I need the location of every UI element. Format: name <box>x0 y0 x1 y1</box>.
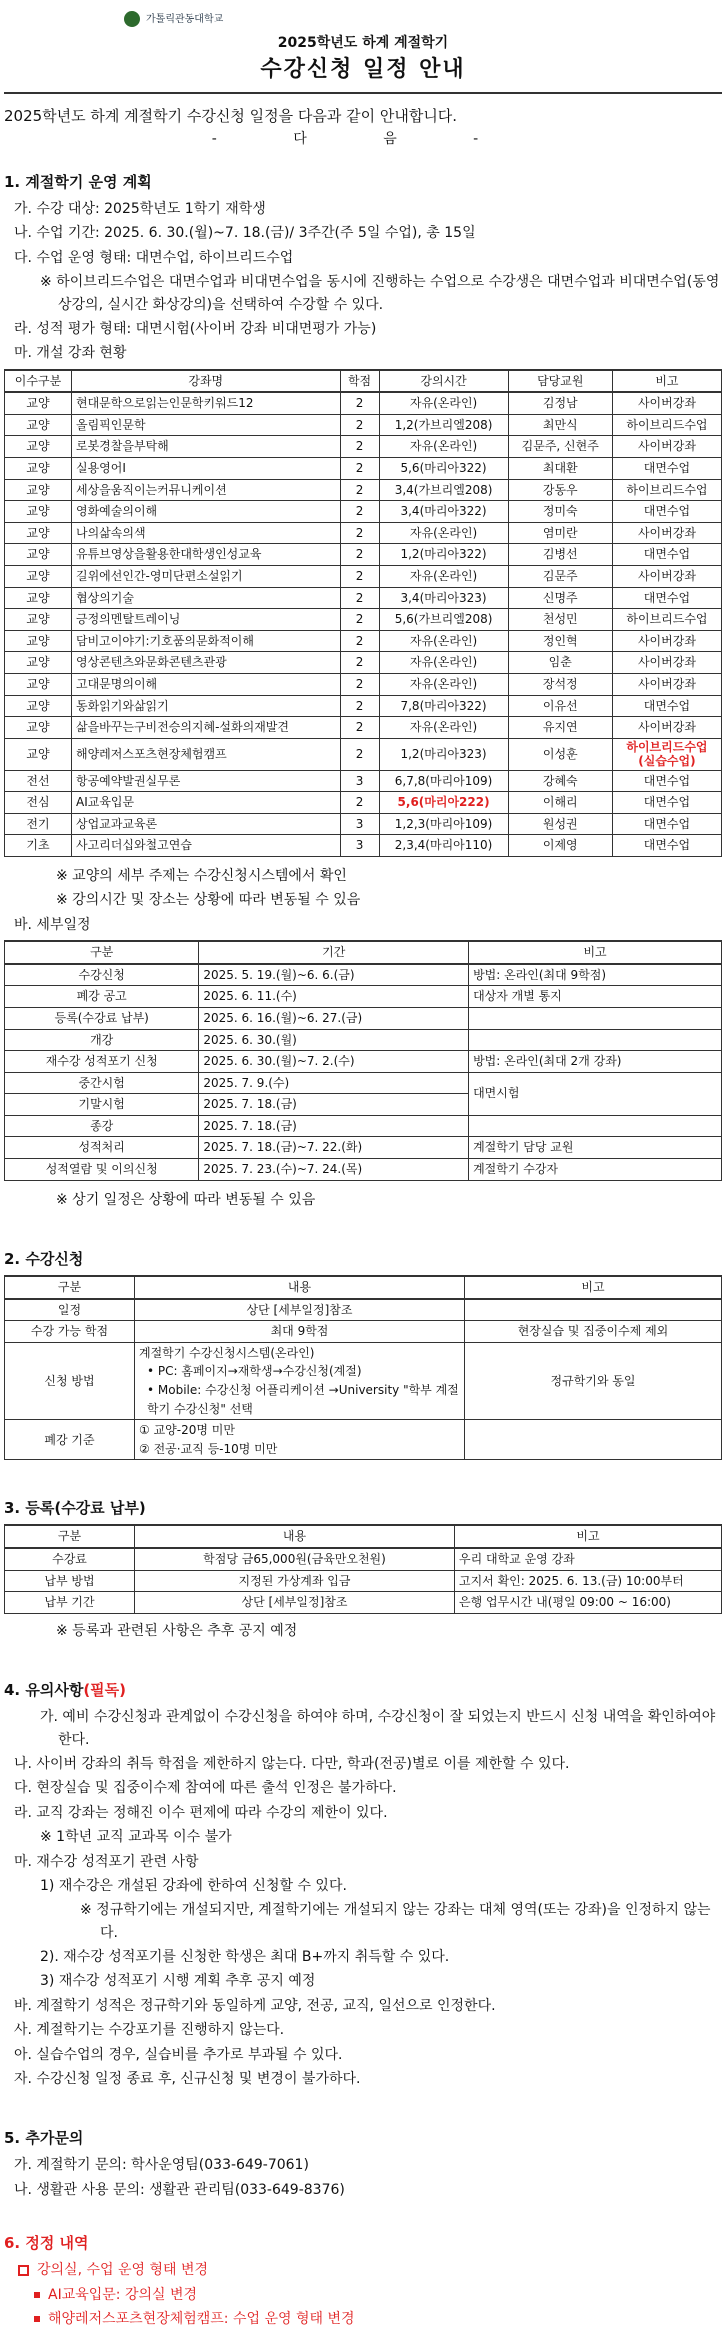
table-row <box>5 1029 722 1051</box>
table-header: 강의시간 <box>379 370 508 393</box>
table-cell: 대면수업 <box>612 458 721 480</box>
emblem-icon <box>124 11 140 27</box>
s1-ma: 마. 개설 강좌 현황 <box>14 345 127 362</box>
s4-aa: 아. 실습수업의 경우, 실습비를 추가로 부과될 수 있다. <box>14 2046 343 2063</box>
table-cell: 계절학기 수강자 <box>469 1159 722 1181</box>
title-divider <box>4 92 722 94</box>
table-cell: 성적처리 <box>5 1137 199 1159</box>
s1-note3: ※ 강의시간 및 장소는 상황에 따라 변동될 수 있음 <box>56 892 361 909</box>
table-cell: 올림픽인문학 <box>71 414 340 436</box>
table-cell: 기초 <box>5 835 72 857</box>
table-row <box>5 1072 722 1094</box>
courses-header-row <box>5 370 722 393</box>
table-cell: 2 <box>340 436 379 458</box>
table-cell: 2 <box>340 695 379 717</box>
table-cell: 2 <box>340 458 379 480</box>
table-cell: 수강신청 <box>5 964 199 986</box>
table-cell: 사이버강좌 <box>612 436 721 458</box>
table-row <box>5 1007 722 1029</box>
table-cell: 하이브리드수업 <box>612 479 721 501</box>
table-row <box>5 479 722 501</box>
table-cell: 2 <box>340 566 379 588</box>
table-cell: 3,4(마리아322) <box>379 501 508 523</box>
table-cell: 이유선 <box>508 695 612 717</box>
table-cell: 로봇경찰을부탁해 <box>71 436 340 458</box>
table-cell: 교양 <box>5 458 72 480</box>
table-row <box>5 392 722 414</box>
table-cell: 유튜브영상을활용한대학생인성교육 <box>71 544 340 566</box>
table-cell: 고지서 확인: 2025. 6. 13.(금) 10:00부터 <box>455 1570 722 1592</box>
s4-ma-3: 3) 재수강 성적포기 시행 계획 추후 공지 예정 <box>40 1973 316 1990</box>
s4-ma-1: 1) 재수강은 개설된 강좌에 한하여 신청할 수 있다. <box>40 1877 347 1894</box>
table-cell: 교양 <box>5 695 72 717</box>
table-row <box>5 458 722 480</box>
table-cell: 실용영어I <box>71 458 340 480</box>
table-cell: 최대환 <box>508 458 612 480</box>
s4-da: 다. 현장실습 및 집중이수제 참여에 따른 출석 인정은 불가하다. <box>14 1780 397 1797</box>
table-cell: 항공예약발권실무론 <box>71 770 340 792</box>
table-cell <box>469 1029 722 1051</box>
table-cell: 전심 <box>5 792 72 814</box>
table-cell: 방법: 온라인(최대 2개 강좌) <box>469 1051 722 1073</box>
table-cell: 대면수업 <box>612 835 721 857</box>
table-cell <box>469 1007 722 1029</box>
s4-sa: 사. 계절학기는 수강포기를 진행하지 않는다. <box>14 2022 285 2039</box>
s4-ra-note: ※ 1학년 교직 교과목 이수 불가 <box>40 1829 232 1846</box>
table-cell: 5,6(마리아322) <box>379 458 508 480</box>
table-header: 이수구분 <box>5 370 72 393</box>
table-cell: 2 <box>340 501 379 523</box>
table-cell: 일정 <box>5 1299 135 1321</box>
table-cell: 2 <box>340 414 379 436</box>
table-header: 구분 <box>5 1276 135 1299</box>
intro-text: 2025학년도 하계 계절학기 수강신청 일정을 다음과 같이 안내합니다. <box>4 106 458 125</box>
table-cell: 2 <box>340 392 379 414</box>
table-row <box>5 717 722 739</box>
table-header: 내용 <box>135 1276 465 1299</box>
table-row <box>5 964 722 986</box>
table-row <box>5 1592 722 1614</box>
table-row <box>5 1548 722 1570</box>
s4-ga: 가. 예비 수강신청과 관계없이 수강신청을 하여야 하며, 수강신청이 잘 되었는지 반드시 신청 내역을 확인하여야 한다. <box>40 1709 716 1748</box>
table-cell: 2025. 7. 18.(금) <box>199 1094 469 1116</box>
s4-ra: 라. 교직 강좌는 정해진 이수 편제에 따라 수강의 제한이 있다. <box>14 1804 388 1821</box>
table-row <box>5 609 722 631</box>
revision-sub-1 <box>4 2284 722 2306</box>
doc-subtitle: 2025학년도 하계 계절학기 <box>277 35 449 51</box>
s4-ma-1-note: ※ 정규학기에는 개설되지만, 계절학기에는 개설되지 않는 강좌는 대체 영역(또는 강좌)을 인정하지 않는다. <box>80 1902 711 1941</box>
method-line: 계절학기 수강신청시스템(온라인) <box>139 1345 315 1360</box>
table-row <box>5 1159 722 1181</box>
table-cell: 2 <box>340 630 379 652</box>
table-cell: 사고리더십와철고연습 <box>71 835 340 857</box>
method-mobile: • Mobile: 수강신청 어플리케이션 →University "학부 계절학기 수강신청" 선택 <box>147 1383 459 1416</box>
table-cell: AI교육입문 <box>71 792 340 814</box>
section-2-heading: 2. 수강신청 <box>4 1250 84 1269</box>
table-cell: 담비고이야기:기호품의문화적이해 <box>71 630 340 652</box>
table-header: 구분 <box>5 941 199 964</box>
table-cell: 교양 <box>5 652 72 674</box>
table-cell: 자유(온라인) <box>379 522 508 544</box>
table-cell: 학점당 금65,000원(금육만오천원) <box>135 1548 455 1570</box>
table-cell: 최대 9학점 <box>135 1321 465 1343</box>
table-cell: 사이버강좌 <box>612 566 721 588</box>
table-cell: 사이버강좌 <box>612 652 721 674</box>
table-row <box>5 1321 722 1343</box>
table-cell <box>135 1420 465 1460</box>
section-3-heading: 3. 등록(수강료 납부) <box>4 1499 146 1518</box>
table-cell: 1,2(마리아322) <box>379 544 508 566</box>
table-cell: 2025. 6. 30.(월) <box>199 1029 469 1051</box>
logo-text: 가톨릭관동대학교 <box>146 13 224 25</box>
must-read-label: (필독) <box>83 1681 127 1700</box>
table-header: 구분 <box>5 1525 135 1548</box>
table-cell: 교양 <box>5 609 72 631</box>
square-bullet-icon <box>18 2265 29 2276</box>
table-cell: 원성권 <box>508 813 612 835</box>
table-cell: 교양 <box>5 738 72 770</box>
table-cell: 염미란 <box>508 522 612 544</box>
table-cell: 사이버강좌 <box>612 392 721 414</box>
table-cell: 전기 <box>5 813 72 835</box>
table-cell <box>465 1420 722 1460</box>
table-cell: 현대문학으로읽는인문학키워드12 <box>71 392 340 414</box>
table-cell: 3 <box>340 813 379 835</box>
table-row <box>5 652 722 674</box>
table-cell: 강혜숙 <box>508 770 612 792</box>
table-cell: 폐강 공고 <box>5 986 199 1008</box>
table-cell: 대면수업 <box>612 695 721 717</box>
table-cell: 5,6(가브리엘208) <box>379 609 508 631</box>
table-cell: 2 <box>340 674 379 696</box>
s4-na: 나. 사이버 강좌의 취득 학점을 제한하지 않는다. 다만, 학과(전공)별로 이를 제한할 수 있다. <box>14 1755 570 1772</box>
table-cell: 천성민 <box>508 609 612 631</box>
table-cell: 납부 기간 <box>5 1592 135 1614</box>
table-row <box>5 566 722 588</box>
table-cell: 대면시험 <box>469 1072 722 1115</box>
table-cell: 협상의기술 <box>71 587 340 609</box>
section-5-heading: 5. 추가문의 <box>4 2129 84 2148</box>
cancel-rule-2: ② 전공·교직 등-10명 미만 <box>139 1441 278 1456</box>
table-row <box>5 501 722 523</box>
table-cell: 기말시험 <box>5 1094 199 1116</box>
table-cell: 2025. 6. 16.(월)~6. 27.(금) <box>199 1007 469 1029</box>
s1-na: 나. 수업 기간: 2025. 6. 30.(월)~7. 18.(금)/ 3주간(주 5일 수업), 총 15일 <box>14 225 476 242</box>
table-cell: 2025. 6. 30.(월)~7. 2.(수) <box>199 1051 469 1073</box>
table-cell: 폐강 기준 <box>5 1420 135 1460</box>
table-row <box>5 1570 722 1592</box>
table-cell <box>465 1299 722 1321</box>
table-cell: 자유(온라인) <box>379 717 508 739</box>
table-row <box>5 695 722 717</box>
table-cell: 2 <box>340 738 379 770</box>
revision-sub-1-text: AI교육입문: 강의실 변경 <box>48 2286 198 2303</box>
table-cell: 정규학기와 동일 <box>465 1342 722 1419</box>
table-row <box>5 1420 722 1460</box>
table-cell: 신청 방법 <box>5 1342 135 1419</box>
table-cell: 사이버강좌 <box>612 522 721 544</box>
table-cell: 자유(온라인) <box>379 674 508 696</box>
table-cell: 신명주 <box>508 587 612 609</box>
table-cell: 영화예술의이해 <box>71 501 340 523</box>
s1-ra: 라. 성적 평가 형태: 대면시험(사이버 강좌 비대면평가 가능) <box>14 320 377 337</box>
table-cell: 2025. 6. 11.(수) <box>199 986 469 1008</box>
table-cell: 종강 <box>5 1115 199 1137</box>
table-cell: 은행 업무시간 내(평일 09:00 ~ 16:00) <box>455 1592 722 1614</box>
table-cell: 지정된 가상계좌 입금 <box>135 1570 455 1592</box>
s1-ba: 바. 세부일정 <box>14 916 91 933</box>
method-pc: • PC: 홈페이지→재학생→수강신청(계절) <box>147 1364 362 1379</box>
table-cell: 2025. 7. 23.(수)~7. 24.(목) <box>199 1159 469 1181</box>
table-cell: 2 <box>340 587 379 609</box>
table-cell: 교양 <box>5 674 72 696</box>
table-cell: 2025. 7. 9.(수) <box>199 1072 469 1094</box>
section-1-heading: 1. 계절학기 운영 계획 <box>4 172 152 191</box>
table-cell: 2 <box>340 522 379 544</box>
table-cell: 2,3,4(마리아110) <box>379 835 508 857</box>
s1-hybrid-note: ※ 하이브리드수업은 대면수업과 비대면수업을 동시에 진행하는 수업으로 수강생은 대면수업과 비대면수업(동영상강의, 실시간 화상강의)을 선택하여 수강할 수 있다. <box>40 274 720 313</box>
registration-table <box>4 1275 722 1460</box>
table-cell: 3,4(가브리엘208) <box>379 479 508 501</box>
table-cell: 전선 <box>5 770 72 792</box>
courses-table <box>4 369 722 857</box>
table-cell: 강동우 <box>508 479 612 501</box>
table-cell: 유지연 <box>508 717 612 739</box>
table-cell: 대면수업 <box>612 501 721 523</box>
table-cell: 대면수업 <box>612 587 721 609</box>
table-cell: 고대문명의이해 <box>71 674 340 696</box>
table-cell: 자유(온라인) <box>379 630 508 652</box>
table-cell: 이제영 <box>508 835 612 857</box>
table-row <box>5 1137 722 1159</box>
table-cell: 긍정의멘탈트레이닝 <box>71 609 340 631</box>
table-cell: 재수강 성적포기 신청 <box>5 1051 199 1073</box>
table-cell: 김문주, 신현주 <box>508 436 612 458</box>
table-cell: 2 <box>340 609 379 631</box>
table-cell: 상업교과교육론 <box>71 813 340 835</box>
table-row <box>5 813 722 835</box>
table-cell: 해양레저스포츠현장체험캠프 <box>71 738 340 770</box>
table-row <box>5 630 722 652</box>
table-row <box>5 835 722 857</box>
table-cell: 교양 <box>5 522 72 544</box>
table-row <box>5 674 722 696</box>
table-cell: 교양 <box>5 587 72 609</box>
table-cell: 영상콘텐츠와문화콘텐츠관광 <box>71 652 340 674</box>
table-cell <box>469 1115 722 1137</box>
revision-item-text: 강의실, 수업 운영 형태 변경 <box>37 2262 209 2279</box>
payment-header-row <box>5 1525 722 1548</box>
table-row <box>5 1342 722 1419</box>
s5-na: 나. 생활관 사용 문의: 생활관 관리팀(033-649-8376) <box>14 2181 345 2198</box>
table-cell: 교양 <box>5 436 72 458</box>
table-cell: 정인혁 <box>508 630 612 652</box>
table-cell: 3 <box>340 770 379 792</box>
table-cell: 납부 방법 <box>5 1570 135 1592</box>
table-cell: 사이버강좌 <box>612 717 721 739</box>
table-header: 기간 <box>199 941 469 964</box>
s1-ga: 가. 수강 대상: 2025학년도 1학기 재학생 <box>14 200 266 217</box>
table-cell: 교양 <box>5 630 72 652</box>
table-header: 학점 <box>340 370 379 393</box>
table-header: 비고 <box>612 370 721 393</box>
table-cell: 사이버강좌 <box>612 674 721 696</box>
table-header: 내용 <box>135 1525 455 1548</box>
table-row <box>5 792 722 814</box>
table-cell: 교양 <box>5 501 72 523</box>
section-4-heading-text: 4. 유의사항 <box>4 1681 84 1700</box>
table-cell: 상단 [세부일정]참조 <box>135 1592 455 1614</box>
table-row <box>5 522 722 544</box>
s4-ja: 자. 수강신청 일정 종료 후, 신규신청 및 변경이 불가하다. <box>14 2071 361 2088</box>
table-cell: 하이브리드수업 (실습수업) <box>612 738 721 770</box>
table-cell: 교양 <box>5 566 72 588</box>
table-cell: 자유(온라인) <box>379 392 508 414</box>
university-logo <box>124 8 722 30</box>
table-cell: 2 <box>340 479 379 501</box>
table-header: 비고 <box>465 1276 722 1299</box>
table-cell: 2 <box>340 544 379 566</box>
table-cell: 교양 <box>5 717 72 739</box>
payment-table <box>4 1524 722 1613</box>
table-cell <box>135 1342 465 1419</box>
table-header: 담당교원 <box>508 370 612 393</box>
table-cell: 대면수업 <box>612 770 721 792</box>
table-cell: 1,2,3(마리아109) <box>379 813 508 835</box>
table-cell: 김문주 <box>508 566 612 588</box>
schedule-table <box>4 940 722 1181</box>
table-cell: 1,2(마리아323) <box>379 738 508 770</box>
table-cell: 3 <box>340 835 379 857</box>
table-cell: 김정남 <box>508 392 612 414</box>
table-cell: 성적열람 및 이의신청 <box>5 1159 199 1181</box>
table-cell: 2025. 7. 18.(금) <box>199 1115 469 1137</box>
table-cell: 7,8(마리아322) <box>379 695 508 717</box>
table-cell: 1,2(가브리엘208) <box>379 414 508 436</box>
table-row <box>5 1051 722 1073</box>
table-cell: 장석정 <box>508 674 612 696</box>
registration-header-row <box>5 1276 722 1299</box>
table-cell: 상단 [세부일정]참조 <box>135 1299 465 1321</box>
table-cell: 2025. 7. 18.(금)~7. 22.(화) <box>199 1137 469 1159</box>
table-cell: 동화읽기와삶읽기 <box>71 695 340 717</box>
s1-note4: ※ 상기 일정은 상황에 따라 변동될 수 있음 <box>56 1191 316 1208</box>
table-row <box>5 738 722 770</box>
table-row <box>5 587 722 609</box>
table-cell: 대상자 개별 통지 <box>469 986 722 1008</box>
table-cell: 최만식 <box>508 414 612 436</box>
s1-da: 다. 수업 운영 형태: 대면수업, 하이브리드수업 <box>14 249 294 266</box>
table-cell: 자유(온라인) <box>379 566 508 588</box>
table-cell: 교양 <box>5 414 72 436</box>
s1-note2: ※ 교양의 세부 주제는 수강신청시스템에서 확인 <box>56 867 347 884</box>
table-cell: 임춘 <box>508 652 612 674</box>
table-cell: 교양 <box>5 479 72 501</box>
table-cell: 2 <box>340 717 379 739</box>
table-cell: 현장실습 및 집중이수제 제외 <box>465 1321 722 1343</box>
table-cell: 대면수업 <box>612 813 721 835</box>
table-cell: 하이브리드수업 <box>612 414 721 436</box>
table-row <box>5 436 722 458</box>
table-cell: 대면수업 <box>612 792 721 814</box>
table-header: 비고 <box>455 1525 722 1548</box>
da-marker: - 다 음 - <box>211 130 515 147</box>
s4-ba: 바. 계절학기 성적은 정규학기와 동일하게 교양, 전공, 교직, 일선으로 인정한다. <box>14 1997 496 2014</box>
bullet-icon <box>34 2292 40 2298</box>
table-cell: 길위에선인간-영미단편소설읽기 <box>71 566 340 588</box>
table-cell: 수강 가능 학점 <box>5 1321 135 1343</box>
table-cell: 3,4(마리아323) <box>379 587 508 609</box>
table-cell: 김병선 <box>508 544 612 566</box>
table-cell: 이성훈 <box>508 738 612 770</box>
s4-ma: 마. 재수강 성적포기 관련 사항 <box>14 1853 199 1870</box>
table-cell: 중간시험 <box>5 1072 199 1094</box>
table-cell: 수강료 <box>5 1548 135 1570</box>
section-4-heading <box>4 1678 722 1702</box>
table-cell: 삶을바꾸는구비전승의지혜-설화의재발견 <box>71 717 340 739</box>
doc-title: 수강신청 일정 안내 <box>260 57 466 83</box>
table-row <box>5 414 722 436</box>
table-header: 강좌명 <box>71 370 340 393</box>
table-cell: 2025. 5. 19.(월)~6. 6.(금) <box>199 964 469 986</box>
table-cell: 계절학기 담당 교원 <box>469 1137 722 1159</box>
table-cell: 교양 <box>5 392 72 414</box>
s4-ma-2: 2). 재수강 성적포기를 신청한 학생은 최대 B+까지 취득할 수 있다. <box>40 1949 450 1966</box>
table-row <box>5 1299 722 1321</box>
table-cell: 세상을움직이는커뮤니케이션 <box>71 479 340 501</box>
table-cell: 방법: 온라인(최대 9학점) <box>469 964 722 986</box>
table-cell: 6,7,8(마리아109) <box>379 770 508 792</box>
revision-sub-2-text: 해양레저스포츠현장체험캠프: 수업 운영 형태 변경 <box>48 2310 355 2327</box>
table-cell: 이해리 <box>508 792 612 814</box>
schedule-header-row <box>5 941 722 964</box>
table-cell: 하이브리드수업 <box>612 609 721 631</box>
table-cell: 나의삶속의색 <box>71 522 340 544</box>
table-row <box>5 544 722 566</box>
table-row <box>5 770 722 792</box>
table-cell: 교양 <box>5 544 72 566</box>
table-cell: 자유(온라인) <box>379 436 508 458</box>
table-cell: 등록(수강료 납부) <box>5 1007 199 1029</box>
table-cell: 대면수업 <box>612 544 721 566</box>
table-cell: 자유(온라인) <box>379 652 508 674</box>
table-row <box>5 986 722 1008</box>
section-6-heading: 6. 정정 내역 <box>4 2234 89 2253</box>
table-cell: 우리 대학교 운영 강좌 <box>455 1548 722 1570</box>
table-cell: 2 <box>340 792 379 814</box>
table-cell: 개강 <box>5 1029 199 1051</box>
cancel-rule-1: ① 교양-20명 미만 <box>139 1423 235 1438</box>
table-cell: 사이버강좌 <box>612 630 721 652</box>
table-row <box>5 1115 722 1137</box>
table-cell: 2 <box>340 652 379 674</box>
s3-note: ※ 등록과 관련된 사항은 추후 공지 예정 <box>56 1622 298 1639</box>
table-cell: 5,6(마리아222) <box>379 792 508 814</box>
table-header: 비고 <box>469 941 722 964</box>
table-cell: 정미숙 <box>508 501 612 523</box>
s5-ga: 가. 계절학기 문의: 학사운영팀(033-649-7061) <box>14 2157 309 2174</box>
revision-item <box>4 2259 722 2281</box>
